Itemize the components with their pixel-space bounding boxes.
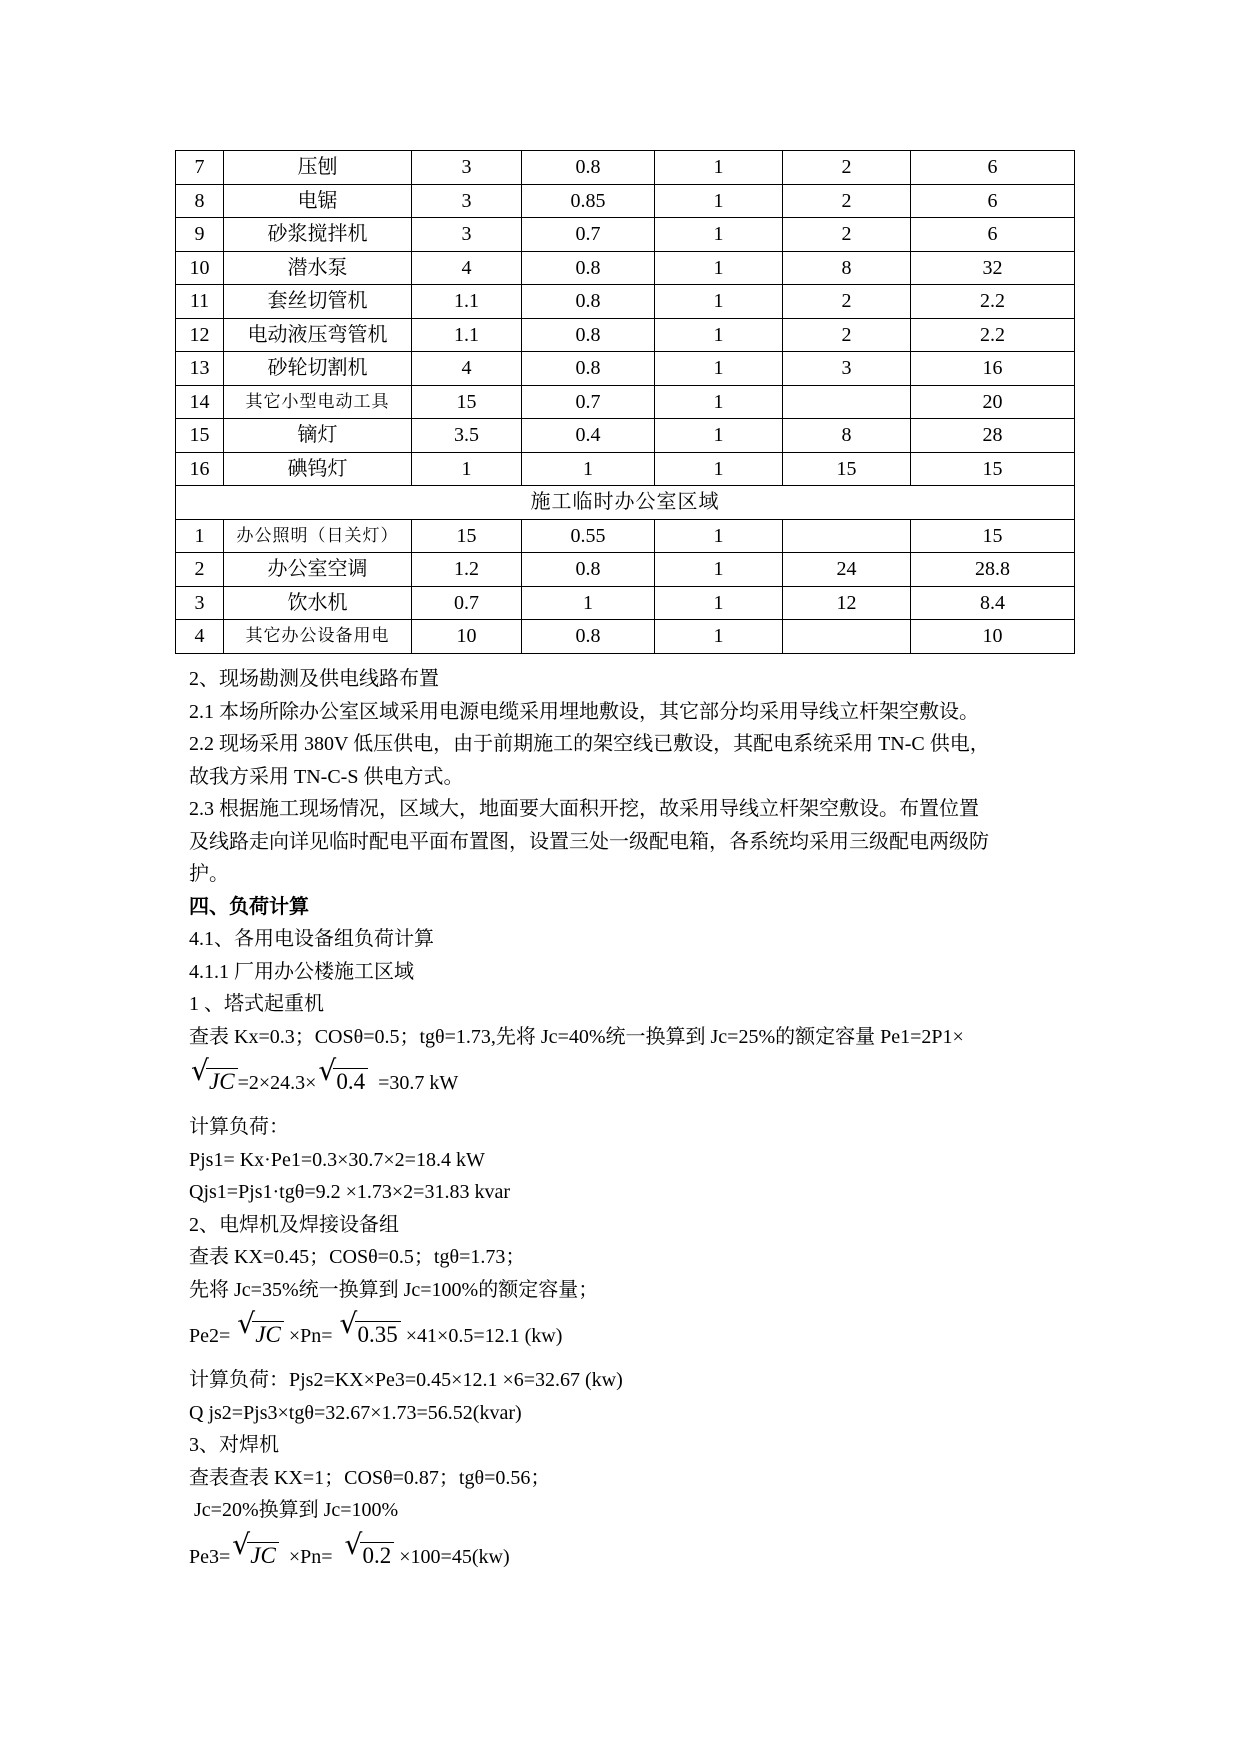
formula-pe3: Pe3= √ JC ×Pn= √ 0.2 ×100=45(kw)	[189, 1527, 1069, 1585]
cell-power: 15	[412, 519, 522, 553]
paragraph: 计算负荷：	[189, 1116, 289, 1138]
formula-line: Q js2=Pjs3×tgθ=32.67×1.73=56.52(kvar)	[189, 1401, 522, 1424]
cell-name: 碘钨灯	[224, 452, 412, 486]
cell-no: 9	[176, 218, 224, 252]
cell-qty	[783, 620, 911, 654]
cell-coef: 1	[655, 285, 783, 319]
cell-name: 砂浆搅拌机	[224, 218, 412, 252]
cell-qty: 24	[783, 553, 911, 587]
cell-factor: 0.55	[522, 519, 655, 553]
cell-qty: 12	[783, 586, 911, 620]
formula-pe1: √ JC =2×24.3× √ 0.4 =30.7 kW	[189, 1053, 1069, 1111]
cell-power: 4	[412, 352, 522, 386]
document-body	[189, 663, 1069, 1585]
cell-qty: 2	[783, 151, 911, 185]
table-row	[176, 251, 1075, 285]
cell-factor: 0.8	[522, 620, 655, 654]
formula-line: 计算负荷：Pjs2=KX×Pe3=0.45×12.1 ×6=32.67 (kw)	[189, 1369, 623, 1391]
cell-qty	[783, 519, 911, 553]
cell-no: 13	[176, 352, 224, 386]
cell-coef: 1	[655, 419, 783, 453]
cell-total: 2.2	[911, 285, 1075, 319]
table-row	[176, 285, 1075, 319]
table-row	[176, 218, 1075, 252]
cell-name: 办公室空调	[224, 553, 412, 587]
cell-coef: 1	[655, 519, 783, 553]
cell-name: 其它办公设备用电	[224, 620, 412, 654]
chapter-heading: 四、负荷计算	[189, 895, 309, 918]
cell-factor: 0.8	[522, 352, 655, 386]
cell-power: 3	[412, 218, 522, 252]
cell-coef: 1	[655, 318, 783, 352]
cell-factor: 0.8	[522, 285, 655, 319]
cell-factor: 0.8	[522, 251, 655, 285]
cell-coef: 1	[655, 151, 783, 185]
cell-coef: 1	[655, 251, 783, 285]
cell-total: 20	[911, 385, 1075, 419]
sqrt-symbol: √ 0.2	[345, 1537, 395, 1577]
cell-total: 10	[911, 620, 1075, 654]
cell-coef: 1	[655, 218, 783, 252]
cell-factor: 0.8	[522, 151, 655, 185]
paragraph: 2.3 根据施工现场情况，区域大，地面要大面积开挖，故采用导线立杆架空敷设。布置位置	[189, 798, 979, 820]
table-row	[176, 419, 1075, 453]
table-row	[176, 586, 1075, 620]
sqrt-symbol: √ JC	[237, 1316, 284, 1356]
cell-name: 镝灯	[224, 419, 412, 453]
cell-qty: 2	[783, 184, 911, 218]
cell-total: 32	[911, 251, 1075, 285]
table-row	[176, 519, 1075, 553]
cell-power: 3.5	[412, 419, 522, 453]
cell-total: 28	[911, 419, 1075, 453]
paragraph: 先将 Jc=35%统一换算到 Jc=100%的额定容量；	[189, 1278, 599, 1301]
item-heading: 1 、塔式起重机	[189, 993, 324, 1015]
cell-total: 16	[911, 352, 1075, 386]
section-row	[176, 486, 1075, 520]
cell-coef: 1	[655, 352, 783, 386]
cell-power: 0.7	[412, 586, 522, 620]
cell-name: 压刨	[224, 151, 412, 185]
cell-power: 1.2	[412, 553, 522, 587]
table-row	[176, 553, 1075, 587]
paragraph: 2.2 现场采用 380V 低压供电，由于前期施工的架空线已敷设，其配电系统采用 TN-C 供电，	[189, 733, 990, 755]
cell-power: 4	[412, 251, 522, 285]
cell-qty: 8	[783, 419, 911, 453]
cell-name: 办公照明（日关灯）	[224, 519, 412, 553]
table-row	[176, 620, 1075, 654]
cell-power: 15	[412, 385, 522, 419]
cell-total: 6	[911, 151, 1075, 185]
cell-no: 1	[176, 519, 224, 553]
cell-name: 饮水机	[224, 586, 412, 620]
cell-factor: 1	[522, 452, 655, 486]
paragraph: 及线路走向详见临时配电平面布置图，设置三处一级配电箱，各系统均采用三级配电两级防	[189, 830, 989, 853]
section-heading: 4.1、各用电设备组负荷计算	[189, 928, 434, 950]
table-row	[176, 385, 1075, 419]
cell-power: 1.1	[412, 318, 522, 352]
cell-coef: 1	[655, 452, 783, 486]
cell-total: 15	[911, 519, 1075, 553]
cell-total: 8.4	[911, 586, 1075, 620]
table-row	[176, 184, 1075, 218]
sqrt-symbol: √ JC	[191, 1063, 238, 1103]
section-title: 施工临时办公室区域	[176, 486, 1075, 520]
cell-coef: 1	[655, 553, 783, 587]
paragraph: 查表 Kx=0.3；COSθ=0.5；tgθ=1.73,先将 Jc=40%统一换算到 Jc=25%的额定容量 Pe1=2P1×	[189, 1025, 964, 1048]
formula-line: Qjs1=Pjs1·tgθ=9.2 ×1.73×2=31.83 kvar	[189, 1181, 510, 1203]
table-row	[176, 151, 1075, 185]
cell-no: 15	[176, 419, 224, 453]
cell-name: 电锯	[224, 184, 412, 218]
cell-factor: 0.8	[522, 318, 655, 352]
table-row	[176, 352, 1075, 386]
cell-factor: 0.85	[522, 184, 655, 218]
cell-total: 28.8	[911, 553, 1075, 587]
table-row	[176, 318, 1075, 352]
equipment-load-table	[175, 150, 1075, 654]
cell-qty	[783, 385, 911, 419]
cell-qty: 2	[783, 285, 911, 319]
cell-qty: 15	[783, 452, 911, 486]
cell-power: 1	[412, 452, 522, 486]
cell-qty: 3	[783, 352, 911, 386]
cell-no: 12	[176, 318, 224, 352]
cell-no: 3	[176, 586, 224, 620]
cell-total: 15	[911, 452, 1075, 486]
formula-pe2: Pe2= √ JC ×Pn= √ 0.35 ×41×0.5=12.1 (kw)	[189, 1306, 1069, 1364]
cell-power: 10	[412, 620, 522, 654]
cell-total: 6	[911, 218, 1075, 252]
cell-factor: 0.8	[522, 553, 655, 587]
cell-no: 11	[176, 285, 224, 319]
sqrt-symbol: √ 0.4	[318, 1063, 368, 1103]
cell-name: 砂轮切割机	[224, 352, 412, 386]
sqrt-symbol: √ 0.35	[340, 1316, 401, 1356]
paragraph: 故我方采用 TN-C-S 供电方式。	[189, 765, 464, 788]
item-heading: 3、对焊机	[189, 1434, 279, 1456]
cell-factor: 0.4	[522, 419, 655, 453]
item-heading: 2、电焊机及焊接设备组	[189, 1213, 399, 1236]
cell-qty: 2	[783, 218, 911, 252]
cell-qty: 8	[783, 251, 911, 285]
cell-no: 10	[176, 251, 224, 285]
paragraph: 查表查表 KX=1；COSθ=0.87；tgθ=0.56；	[189, 1466, 551, 1489]
cell-factor: 0.7	[522, 218, 655, 252]
cell-coef: 1	[655, 385, 783, 419]
cell-no: 4	[176, 620, 224, 654]
paragraph: 查表 KX=0.45；COSθ=0.5；tgθ=1.73；	[189, 1246, 526, 1268]
cell-power: 3	[412, 151, 522, 185]
cell-no: 2	[176, 553, 224, 587]
cell-name: 潜水泵	[224, 251, 412, 285]
cell-factor: 0.7	[522, 385, 655, 419]
cell-no: 8	[176, 184, 224, 218]
cell-power: 1.1	[412, 285, 522, 319]
section-heading: 4.1.1 厂用办公楼施工区域	[189, 960, 414, 983]
cell-no: 14	[176, 385, 224, 419]
cell-name: 套丝切管机	[224, 285, 412, 319]
cell-no: 7	[176, 151, 224, 185]
cell-total: 2.2	[911, 318, 1075, 352]
paragraph: Jc=20%换算到 Jc=100%	[189, 1499, 399, 1521]
section-heading: 2、现场勘测及供电线路布置	[189, 668, 439, 690]
cell-coef: 1	[655, 586, 783, 620]
cell-qty: 2	[783, 318, 911, 352]
cell-no: 16	[176, 452, 224, 486]
cell-coef: 1	[655, 184, 783, 218]
table-row	[176, 452, 1075, 486]
sqrt-symbol: √ JC	[232, 1537, 279, 1577]
cell-power: 3	[412, 184, 522, 218]
paragraph: 护。	[189, 863, 229, 885]
formula-line: Pjs1= Kx·Pe1=0.3×30.7×2=18.4 kW	[189, 1148, 485, 1171]
cell-name: 其它小型电动工具	[224, 385, 412, 419]
cell-coef: 1	[655, 620, 783, 654]
cell-total: 6	[911, 184, 1075, 218]
paragraph: 2.1 本场所除办公室区域采用电源电缆采用埋地敷设，其它部分均采用导线立杆架空敷设。	[189, 700, 979, 723]
cell-factor: 1	[522, 586, 655, 620]
cell-name: 电动液压弯管机	[224, 318, 412, 352]
